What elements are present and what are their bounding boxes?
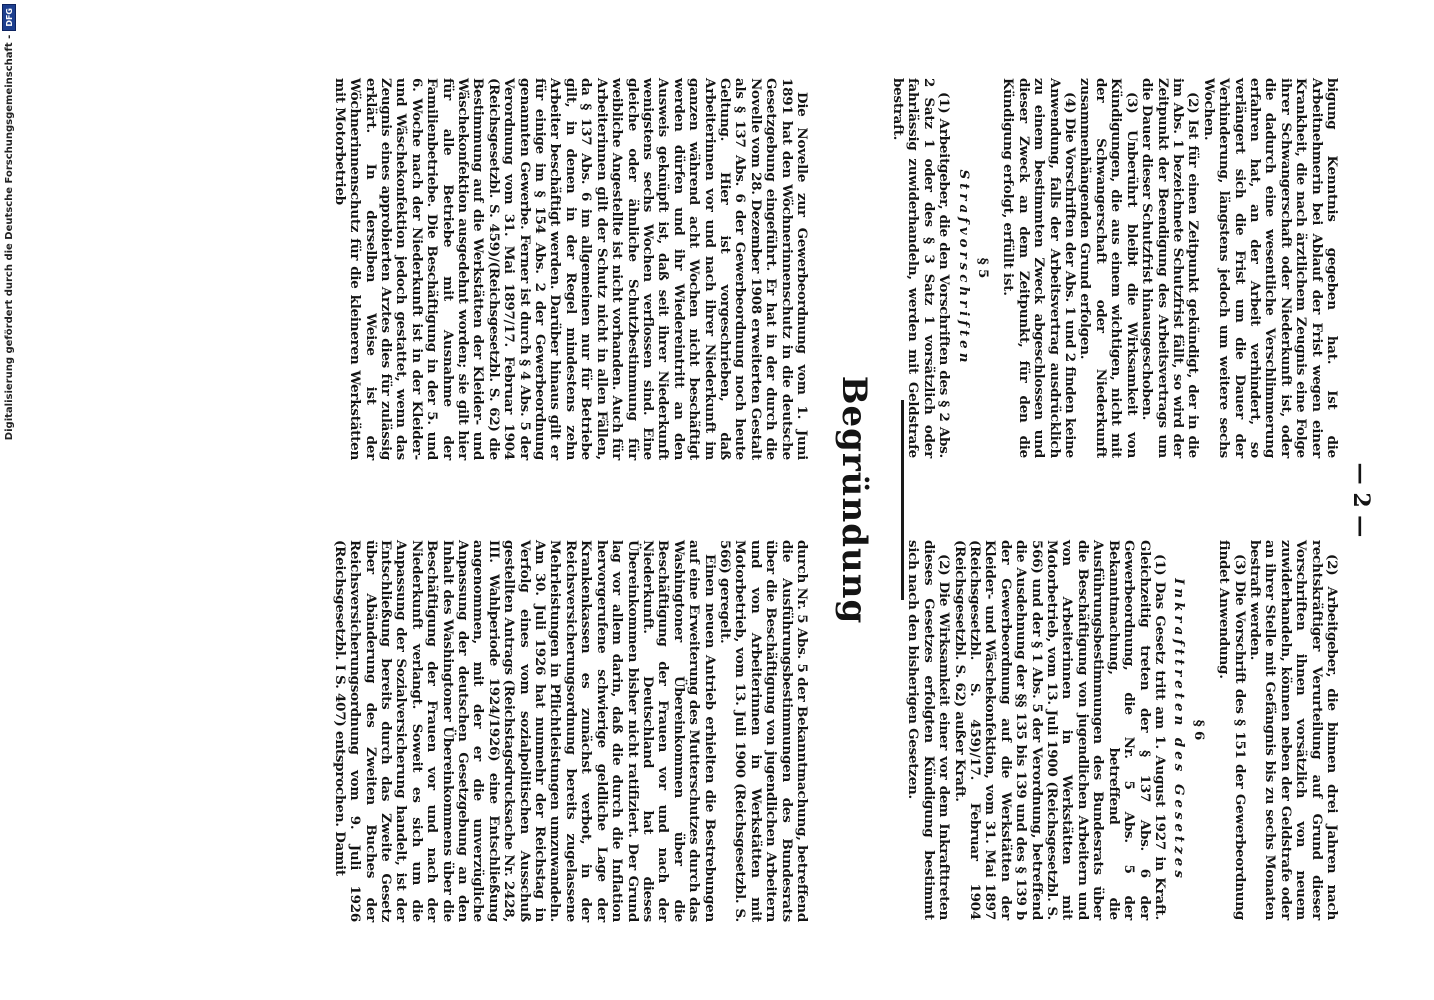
paragraph: Die Novelle zur Gewerbeordnung vom 1. Juni 1891 hat den Wöchnerinnenschutz in die deutsche Gesetzgebung eingeführt. Er hat in der durch die Novelle vom 28. Dezember 1908 erweiterten Gestalt als § 137 Abs. 6 der Gewerbeordnung noch heute Geltung. Hier ist vorgeschrieben, daß Arbeiterinnen vor und nach ihrer Niederkunft im ganzen während acht Wochen nicht beschäftigt werden dürfen und ihr Wiedereintritt an den Ausweis geknüpft ist, daß seit ihrer Niederkunft wenigstens sechs Wochen verflossen sind. Eine gleiche oder ähnliche Schutzbestimmung für weibliche Angestellte ist nicht vorhanden. Auch für Arbeiterinnen gilt der Schutz nicht in allen Fällen, da § 137 Abs. 6 im allgemeinen nur für Betriebe gilt, in denen in der Regel mindestens zehn Arbeiter beschäftigt werden. Darüber hinaus gilt er für einige im § 154 Abs. 2 der Gewerbeordnung genannten Gewerbe. Ferner ist durch § 4 Abs. 5 der Verordnung vom 31. Mai 1897/17. Februar 1904 (Reichsgesetzbl. S. 459)/(Reichsgesetzbl. S. 62) die Bestimmung auf die Werkstätten der Kleider- und Wäschekonfektion ausgedehnt worden; sie gilt hier für alle Betriebe mit Ausnahme der Familienbetriebe. Die Beschäftigung in der 5. und 6. Woche nach der Niederkunft ist in der Kleider- und Wäschekonfektion jedoch gestattet, wenn das Zeugnis eines approbierten Arztes dies für zulässig erklärt. In derselben Weise ist der Wöchnerinnenschutz für die kleineren Werkstätten mit Motorbetrieb	[331, 78, 810, 460]
column-lower-left	[331, 78, 809, 460]
page-number: — 2 —	[1348, 462, 1374, 538]
section-heading: Begründung	[834, 375, 874, 625]
paragraph: (1) Das Gesetz tritt am 1. August 1927 in Kraft. Gleichzeitig treten der § 137 Abs. 6 der Gewerbeordnung, die Nr. 5 Abs. 5 der Bekanntmachung, betreffend die Ausführungsbestimmungen des Bundesrats über die Beschäftigung von jugendlichen Arbeitern und von Arbeiterinnen in Werkstätten mit Motorbetrieb, vom 13. Juli 1900 (Reichsgesetzbl. S. 566) und der § 1 Abs. 5 der Verordnung, betreffend die Ausdehnung der §§ 135 bis 139 und des § 139 b der Gewerbeordnung auf die Werkstätten der Kleider- und Wäschekonfektion, vom 31. Mai 1897 (Reichsgesetzbl. S. 459)/17. Februar 1904 (Reichsgesetzbl. S. 62) außer Kraft.	[951, 540, 1168, 920]
paragraph: (1) Arbeitgeber, die den Vorschriften des § 2 Abs. 2 Satz 1 oder des § 3 Satz 1 vorsätzlich oder fahrlässig zuwiderhandeln, werden mit Geldstrafe bestraft.	[890, 78, 953, 458]
column-lower-right	[331, 540, 809, 922]
column-upper-right	[905, 540, 1339, 920]
section-6-number: § 6	[1190, 719, 1207, 741]
dfg-logo-icon: DFG	[2, 4, 16, 31]
paragraph: durch Nr. 5 Abs. 5 der Bekanntmachung, betreffend die Ausführungsbestimmungen des Bundesrats über die Beschäftigung von jugendlichen Arbeitern und von Arbeiterinnen in Werkstätten mit Motorbetrieb, vom 13. Juli 1900 (Reichsgesetzbl. S. 566) geregelt.	[716, 540, 810, 922]
section-6-title: Inkrafttreten des Gesetzes	[1171, 578, 1188, 882]
paragraph: (2) Ist für einen Zeitpunkt gekündigt, der in die im Abs. 1 bezeichnete Schutzfrist fällt, so wird der Zeitpunkt der Beendigung des Arbeitsvertrags um die Dauer dieser Schutzfrist hinausgeschoben.	[1139, 78, 1202, 458]
paragraph: (3) Die Vorschrift des § 151 der Gewerbeordnung findet Anwendung.	[1216, 540, 1248, 920]
horizontal-rule	[901, 400, 904, 600]
paragraph: bigung Kenntnis gegeben hat. Ist die Arbeitnehmerin bei Ablauf der Frist wegen einer Krankheit, die nach ärztlichem Zeugnis eine Folge ihrer Schwangerschaft oder Niederkunft ist, oder die dadurch eine wesentliche Verschlimmerung erfahren hat, an der Arbeit verhindert, so verlängert sich die Frist um die Dauer der Verhinderung, längstens jedoch um weitere sechs Wochen.	[1200, 78, 1340, 458]
paragraph: (2) Die Wirksamkeit einer vor dem Inkrafttreten dieses Gesetzes erfolgten Kündigung bestimmt sich nach den bisherigen Gesetzen.	[905, 540, 953, 920]
paragraph: (4) Die Vorschriften der Abs. 1 und 2 finden keine Anwendung, falls der Arbeitsvertrag ausdrücklich zu einem bestimmten Zweck abgeschlossen und dieser Zweck an dem Zeitpunkt, für den die Kündigung erfolgt, erfüllt ist.	[1000, 78, 1079, 458]
paragraph: Einen neuen Antrieb erhielten die Bestrebungen auf eine Erweiterung des Mutterschutzes durch das Washingtoner Übereinkommen über die Beschäftigung der Frauen vor und nach der Niederkunft. Deutschland hat dieses Übereinkommen bisher nicht ratifiziert. Der Grund lag vor allem darin, daß die durch die Inflation hervorgerufene schwierige geldliche Lage der Krankenkassen es zunächst verbot, in der Reichsversicherungsordnung bereits zugelassene Mehrleistungen in Pflichtleistungen umzuwandeln. Am 30. Juli 1926 hat nunmehr der Reichstag in Verfolg eines vom sozialpolitischen Ausschuß gestellten Antrags (Reichstagsdrucksache Nr. 2428, III. Wahlperiode 1924/1926) eine Entschließung angenommen, mit der er die unverzügliche Anpassung der deutschen Gesetzgebung an den Inhalt des Washingtoner Übereinkommens über die Beschäftigung der Frauen vor und nach der Niederkunft verlangt. Soweit es sich um die Anpassung der Sozialversicherung handelt, ist der Entschließung bereits durch das Zweite Gesetz über Abänderung des Zweiten Buches der Reichsversicherungsordnung vom 9. Juli 1926 (Reichsgesetzbl. I S. 407) entsprochen. Damit	[331, 540, 718, 922]
section-5-title: Strafvorschriften	[955, 169, 972, 367]
side-note-text: Digitalisierung gefördert durch die Deutsche Forschungsgemeinschaft -	[3, 34, 15, 441]
column-upper-left	[890, 78, 1339, 458]
section-5-number: § 5	[975, 257, 992, 279]
paragraph: (2) Arbeitgeber, die binnen drei Jahren nach rechtskräftiger Verurteilung auf Grund dieser Vorschriften ihnen vorsätzlich von neuem zuwiderhandeln, können neben der Geldstrafe oder an ihrer Stelle mit Gefängnis bis zu sechs Monaten bestraft werden.	[1246, 540, 1340, 920]
paragraph: (3) Unberührt bleibt die Wirksamkeit von Kündigungen, die aus einem wichtigen, nicht mit der Schwangerschaft oder Niederkunft zusammenhängenden Grund erfolgen.	[1077, 78, 1140, 458]
